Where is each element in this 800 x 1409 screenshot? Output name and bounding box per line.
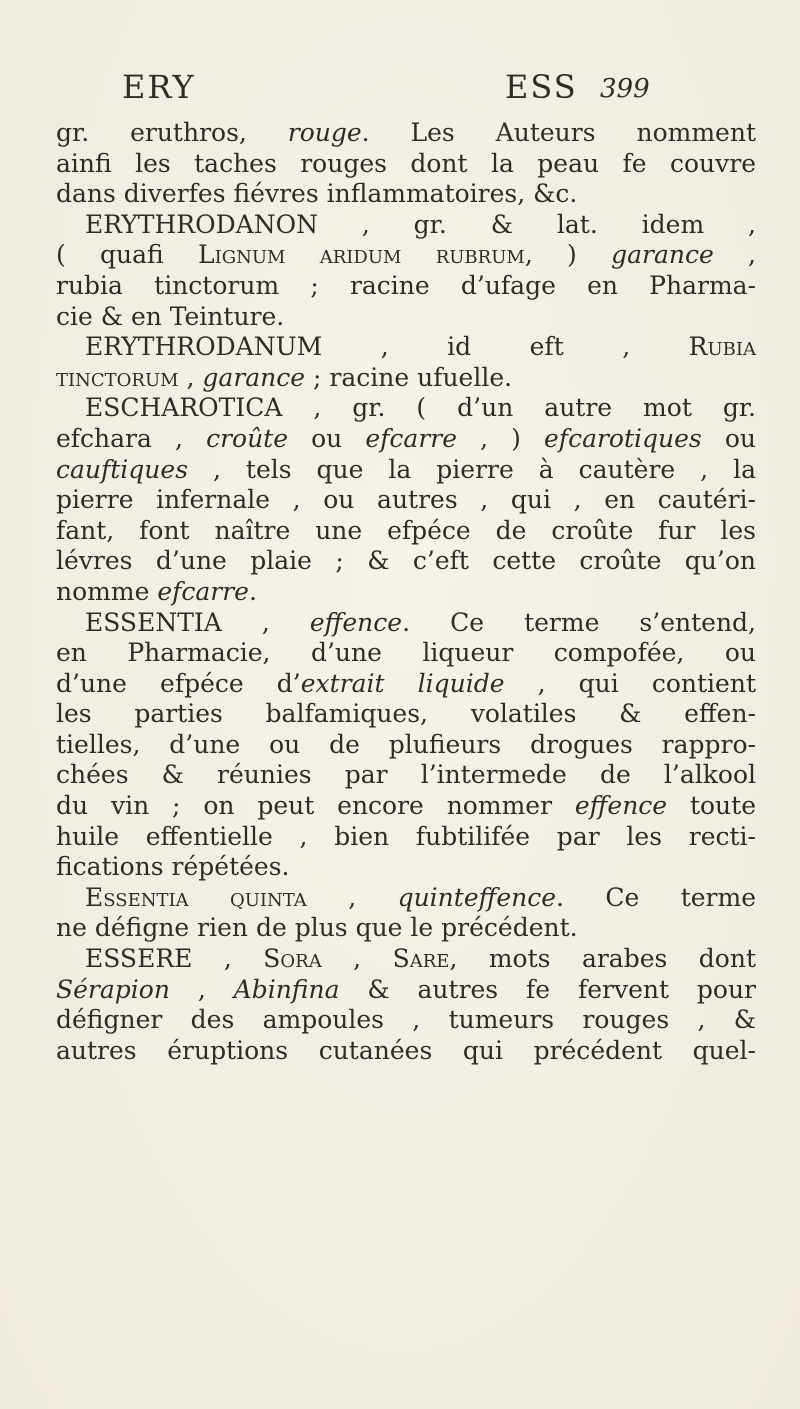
- text-line: [56, 210, 756, 241]
- text-segment: les parties balfamiques, volatiles & effen-: [56, 699, 756, 729]
- text-segment: effence: [309, 607, 403, 637]
- text-segment: du vin ; on peut encore nommer: [56, 791, 575, 821]
- text-segment: garance: [202, 362, 306, 392]
- text-segment: effence: [574, 791, 668, 821]
- page-number: 399: [600, 74, 650, 104]
- text-segment: rubia tinctorum ; racine d’ufage en Pharma-: [56, 270, 756, 300]
- text-segment: fications répétées.: [56, 852, 290, 882]
- text-segment: huile effentielle , bien fubtilifée par les recti-: [56, 821, 756, 851]
- text-line: [56, 118, 756, 149]
- text-segment: ne défigne rien de plus que le précédent.: [56, 913, 578, 943]
- text-line: [56, 332, 756, 363]
- text-line: [56, 883, 756, 914]
- text-line: [56, 271, 756, 302]
- text-segment: ,: [169, 974, 234, 1004]
- text-segment: croûte: [206, 423, 289, 453]
- text-segment: Sora: [263, 944, 322, 974]
- text-segment: lévres d’une plaie ; & c’eft cette croûte qu’on: [56, 546, 756, 576]
- text-segment: ainfi les taches rouges dont la peau fe couvre: [56, 148, 756, 178]
- text-segment: nomme: [56, 576, 158, 606]
- text-segment: efcarre: [365, 423, 458, 453]
- header-right-word: ESS: [505, 68, 578, 106]
- text-segment: , ): [524, 240, 612, 270]
- text-segment: . Les Auteurs nomment: [361, 118, 756, 147]
- text-segment: efchara ,: [56, 423, 207, 453]
- text-segment: rouge: [287, 118, 362, 147]
- text-segment: d’une efpéce d’: [56, 668, 301, 698]
- text-segment: . Ce terme s’entend,: [402, 607, 756, 637]
- text-segment: ,: [306, 882, 398, 912]
- text-segment: en Pharmacie, d’une liqueur compofée, ou: [56, 638, 756, 668]
- text-line: [56, 424, 756, 455]
- text-line: [56, 577, 756, 608]
- text-segment: dans diverfes fiévres inflammatoires, &c.: [56, 179, 578, 209]
- text-segment: ERYTHRODANON , gr. & lat. idem ,: [85, 209, 756, 239]
- text-line: [56, 944, 756, 975]
- text-line: [56, 546, 756, 577]
- text-line: [56, 149, 756, 180]
- text-segment: fant, font naître une efpéce de croûte fur les: [56, 515, 756, 545]
- text-segment: efcarre: [157, 576, 249, 606]
- text-segment: gr. eruthros,: [56, 118, 288, 147]
- text-segment: & autres fe fervent pour: [339, 974, 756, 1004]
- text-segment: pierre infernale , ou autres , qui , en cautéri-: [56, 485, 756, 515]
- text-segment: ,: [321, 944, 393, 974]
- text-segment: , mots arabes dont: [449, 944, 757, 974]
- text-line: [56, 852, 756, 883]
- text-segment: tielles, d’une ou de plufieurs drogues rappro-: [56, 729, 756, 759]
- text-segment: cauftiques: [56, 454, 189, 484]
- text-segment: quinteffence: [397, 882, 557, 912]
- text-line: [56, 455, 756, 486]
- text-line: [56, 302, 756, 333]
- text-line: [56, 730, 756, 761]
- text-segment: ESCHAROTICA , gr. ( d’un autre mot gr.: [85, 393, 756, 423]
- text-segment: extrait liquide: [300, 668, 505, 698]
- text-line: [56, 516, 756, 547]
- text-segment: , tels que la pierre à cautère , la: [188, 454, 756, 484]
- text-line: [56, 363, 756, 394]
- text-line: [56, 791, 756, 822]
- text-segment: chées & réunies par l’intermede de l’alkool: [56, 760, 756, 790]
- dictionary-text: [56, 118, 756, 1066]
- text-segment: ( quafi: [56, 240, 199, 270]
- text-line: [56, 240, 756, 271]
- text-segment: Lignum aridum rubrum: [198, 240, 525, 270]
- text-line: [56, 179, 756, 210]
- text-segment: garance: [611, 240, 714, 270]
- text-segment: autres éruptions cutanées qui précédent quel-: [56, 1035, 756, 1065]
- text-line: [56, 485, 756, 516]
- text-line: [56, 608, 756, 639]
- text-segment: ,: [178, 362, 203, 392]
- text-line: [56, 822, 756, 853]
- text-segment: ,: [713, 240, 756, 270]
- text-segment: toute: [667, 791, 756, 821]
- text-segment: ou: [701, 423, 756, 453]
- text-line: [56, 669, 756, 700]
- text-line: [56, 393, 756, 424]
- text-line: [56, 1005, 756, 1036]
- text-segment: Sare: [392, 944, 450, 974]
- text-segment: ESSENTIA ,: [85, 607, 310, 637]
- text-segment: ESSERE ,: [85, 944, 264, 974]
- text-segment: efcarotiques: [544, 423, 702, 453]
- text-segment: Sérapion: [56, 974, 170, 1004]
- text-segment: . Ce terme: [556, 882, 757, 912]
- text-segment: Essentia quinta: [85, 882, 307, 912]
- text-segment: , ): [457, 423, 545, 453]
- text-line: [56, 1036, 756, 1067]
- text-line: [56, 913, 756, 944]
- running-header: [0, 68, 800, 108]
- text-segment: défigner des ampoules , tumeurs rouges , &: [56, 1005, 756, 1035]
- text-segment: Abinfina: [233, 974, 340, 1004]
- text-segment: Rubia: [688, 332, 756, 362]
- header-left-word: ERY: [122, 68, 196, 106]
- text-segment: , qui contient: [504, 668, 756, 698]
- text-segment: .: [248, 576, 257, 606]
- text-segment: ERYTHRODANUM , id eft ,: [85, 332, 689, 362]
- text-line: [56, 699, 756, 730]
- text-segment: cie & en Teinture.: [56, 301, 285, 331]
- text-line: [56, 638, 756, 669]
- text-line: [56, 975, 756, 1006]
- text-segment: ou: [288, 423, 366, 453]
- text-line: [56, 760, 756, 791]
- text-segment: tinctorum: [56, 362, 179, 392]
- text-segment: ; racine ufuelle.: [305, 362, 513, 392]
